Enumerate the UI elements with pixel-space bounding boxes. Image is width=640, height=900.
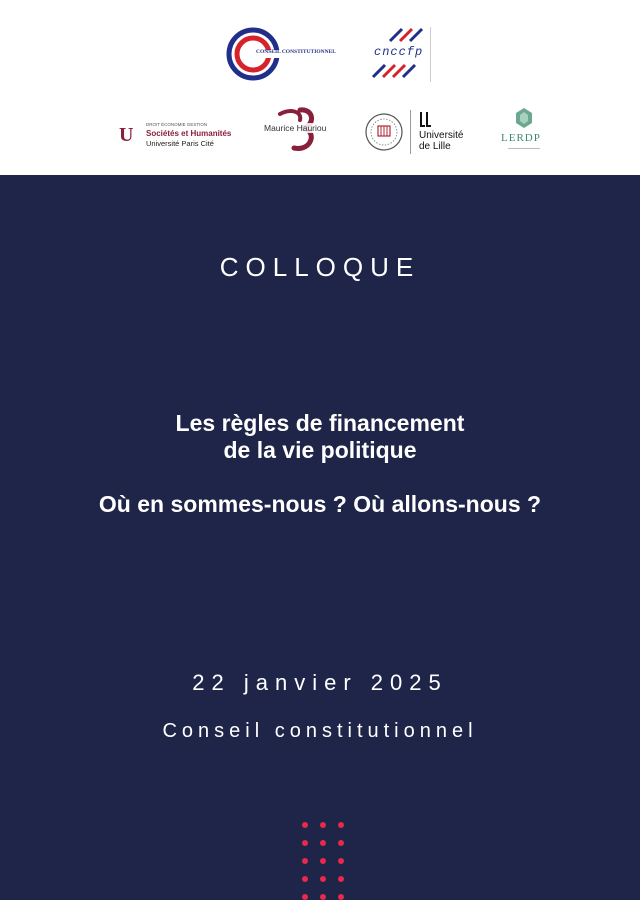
event-type-heading: COLLOQUE [219, 252, 421, 282]
lille-line2: de Lille [419, 141, 451, 152]
cnccfp-logo-text: cnccfp [374, 45, 424, 59]
decorative-dot [302, 876, 308, 882]
lille-mark-icon [419, 112, 433, 128]
decorative-dot [320, 894, 326, 900]
maurice-hauriou-logo [262, 106, 328, 154]
universite-de-lille-logo [410, 110, 473, 154]
societes-humanites-emblem-icon: U [119, 124, 134, 146]
societes-mid-label: Sociétés et Humanités [146, 129, 232, 138]
decorative-dot [320, 858, 326, 864]
university-seal-logo [364, 112, 404, 152]
lille-line1: Université [419, 130, 464, 141]
decorative-dot [320, 840, 326, 846]
decorative-dot [302, 822, 308, 828]
societes-humanites-logo [119, 120, 239, 150]
decorative-dot [320, 822, 326, 828]
lerdp-underline [508, 148, 540, 149]
societes-bottom-label: Université Paris Cité [146, 139, 214, 148]
event-title-line1: Les règles de financement [175, 410, 465, 436]
event-title-line2: de la vie politique [223, 437, 417, 463]
decorative-dot [338, 876, 344, 882]
societes-top-label: DROIT ÉCONOMIE GESTION [146, 122, 208, 127]
partner-logos-header [0, 0, 640, 175]
decorative-dot-grid [302, 822, 350, 899]
decorative-dot [302, 840, 308, 846]
decorative-dot [338, 894, 344, 900]
decorative-dot [338, 858, 344, 864]
lerdp-emblem [498, 106, 550, 134]
cnccfp-logo [370, 27, 431, 82]
event-date: 22 janvier 2025 [192, 670, 448, 695]
lerdp-logo-text: LERDP [501, 132, 541, 144]
event-subtitle: Où en sommes-nous ? Où allons-nous ? [98, 491, 542, 517]
conseil-constitutionnel-logo-text: CONSEIL CONSTITUTIONNEL [256, 49, 336, 55]
hauriou-logo-text: Maurice Hauriou [264, 123, 327, 133]
conseil-constitutionnel-logo [226, 27, 336, 81]
decorative-dot [320, 876, 326, 882]
decorative-dot [302, 894, 308, 900]
event-venue: Conseil constitutionnel [162, 720, 478, 742]
lerdp-logo [498, 106, 550, 154]
decorative-dot [338, 822, 344, 828]
decorative-dot [302, 858, 308, 864]
decorative-dot [338, 840, 344, 846]
seal-icon [364, 112, 404, 152]
